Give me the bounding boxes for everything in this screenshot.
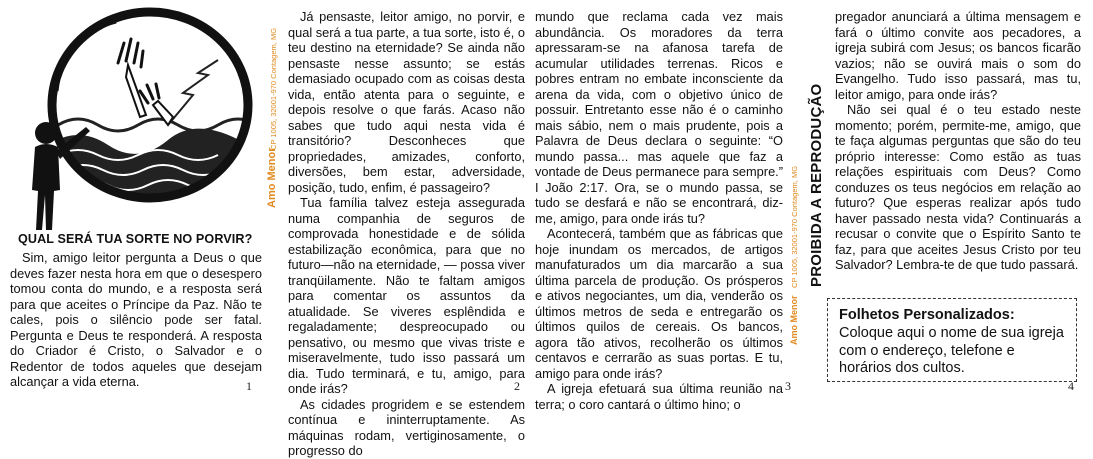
panel-4 (805, 0, 1093, 400)
page-number-2: 2 (514, 379, 520, 393)
panel-4-paragraph: Não sei qual é o teu estado neste momento; porém, permite-me, amigo, que te faça algumas perguntas que são do teu próprio interesse: Como estão as tuas relações espirituais com Deus? Como conduzes os teus negócios em relação ao futuro? Que esperas realizar após tudo haver passado nesta vida? Continuarás a recusar o convite que o Espírito Santo te faz, para que aceites Jesus Cristo por teu Salvador? Lembra-te de que tudo passará. (835, 102, 1081, 272)
custom-leaflet-box (827, 298, 1077, 382)
custom-leaflet-text: Coloque aqui o nome de sua igreja com o endereço, telefone e horários dos cultos. (839, 325, 1064, 376)
side-address-label: CP 1005, 32001-970 Contagem, MG (269, 27, 278, 150)
panel-2-paragraph: As cidades progridem e se estendem contínua e ininterruptamente. As máquinas rodam, vertiginosamente, o progresso do (288, 396, 525, 458)
page-number-4: 4 (1068, 379, 1074, 393)
panel-3-paragraph: Acontecerá, também que as fábricas que hoje inundam os mercados, de artigos manufaturados um dia marcarão a sua última parcela de produção. Os prósperos e ativos negociantes, um dia, venderão os últimos metros de seda e entregarão os últimos quilos de cereais. Os bancos, agora tão ativos, recolherão os últimos centavos e cerrarão as suas portas. E tu, amigo para onde irás? (535, 226, 783, 381)
side-brand-label-2: Amo Menor (789, 295, 799, 345)
panel-2-body (288, 9, 525, 459)
panel-4-body (835, 9, 1081, 273)
page-number-1: 1 (246, 379, 252, 393)
side-brand-label: Amo Menor (266, 147, 278, 208)
page-number-3: 3 (785, 379, 791, 393)
panel-2 (270, 0, 535, 458)
panel-1-title: QUAL SERÁ TUA SORTE NO PORVIR? (18, 232, 253, 246)
custom-leaflet-title: Folhetos Personalizados: (839, 307, 1015, 323)
panel-3-body (535, 9, 783, 412)
panel-3-paragraph: A igreja efetuará sua última reunião na terra; o coro cantará o último hino; o (535, 381, 783, 412)
panel-4-paragraph: pregador anunciará a última mensagem e fará o último convite aos pecadores, a igreja subirá com Jesus; os bancos ficarão vazios; não se ouvirá mais o som do Evangelho. Tudo isso passará, mas tu, leitor amigo, para onde irás? (835, 9, 1081, 102)
panel-1-body (10, 250, 262, 390)
side-address-label-2: CP 1005, 32001-970 Contagem, MG (790, 165, 799, 288)
prohibited-reproduction-label: PROIBIDA A REPRODUÇÃO (808, 83, 825, 287)
panel-1 (0, 0, 270, 400)
illustration-hands-reaching-image (18, 5, 253, 233)
panel-3 (535, 0, 805, 412)
panel-1-paragraph: Sim, amigo leitor pergunta a Deus o que deves fazer nesta hora em que o desespero tomou conta do mundo, e a resposta será para que aceites o Príncipe da Paz. Não te cales, pois o silêncio pode ser fatal. Pergunta e Deus te responderá. A resposta do Criador é Cristo, o Salvador e o Redentor de todos aqueles que desejam alcançar a vida eterna. (10, 250, 262, 389)
panel-2-paragraph: Já pensaste, leitor amigo, no porvir, e qual será a tua parte, a tua sorte, isto é, o teu destino na eternidade? Se ainda não pensaste nesse assunto; se estás demasiado ocupado com as coisas desta vida, então atenta para o seguinte, e depois resolve o que farás. Acaso não sabes que tudo aqui nesta vida é transitório? Desconheces que propriedades, amizades, conforto, diversões, bem estar, adversidade, posição, tudo, enfim, é passageiro? (288, 9, 525, 195)
panel-2-paragraph: Tua família talvez esteja assegurada numa companhia de seguros de comprovada honestidade e de sólida estabilização econômica, para que no futuro—não na eternidade, — possa viver tranqüilamente. Não te faltam amigos para comentar os assuntos da atualidade. Se viveres esplêndida e regaladamente; despreocupado ou pensativo, ou mesmo que vivas triste e miseravelmente, tudo isso passará um dia. Tudo terminará, e tu, amigo, para onde irás? (288, 195, 525, 396)
panel-3-paragraph: mundo que reclama cada vez mais abundância. Os moradores da terra apressaram-se na afanosa tarefa de acumular utilidades terrenas. Ricos e pobres entram no embate inconsciente da arena da vida, com o objetivo único de possuir. Entretanto esse não é o caminho mais sábio, nem o mais prudente, pois a Palavra de Deus declara o seguinte: “O mundo passa... mas aquele que faz a vontade de Deus permanece para sempre.” I João 2:17. Ora, se o mundo passa, se tudo se desfará e não se encontrará, diz-me, amigo, para onde irás tu? (535, 9, 783, 226)
